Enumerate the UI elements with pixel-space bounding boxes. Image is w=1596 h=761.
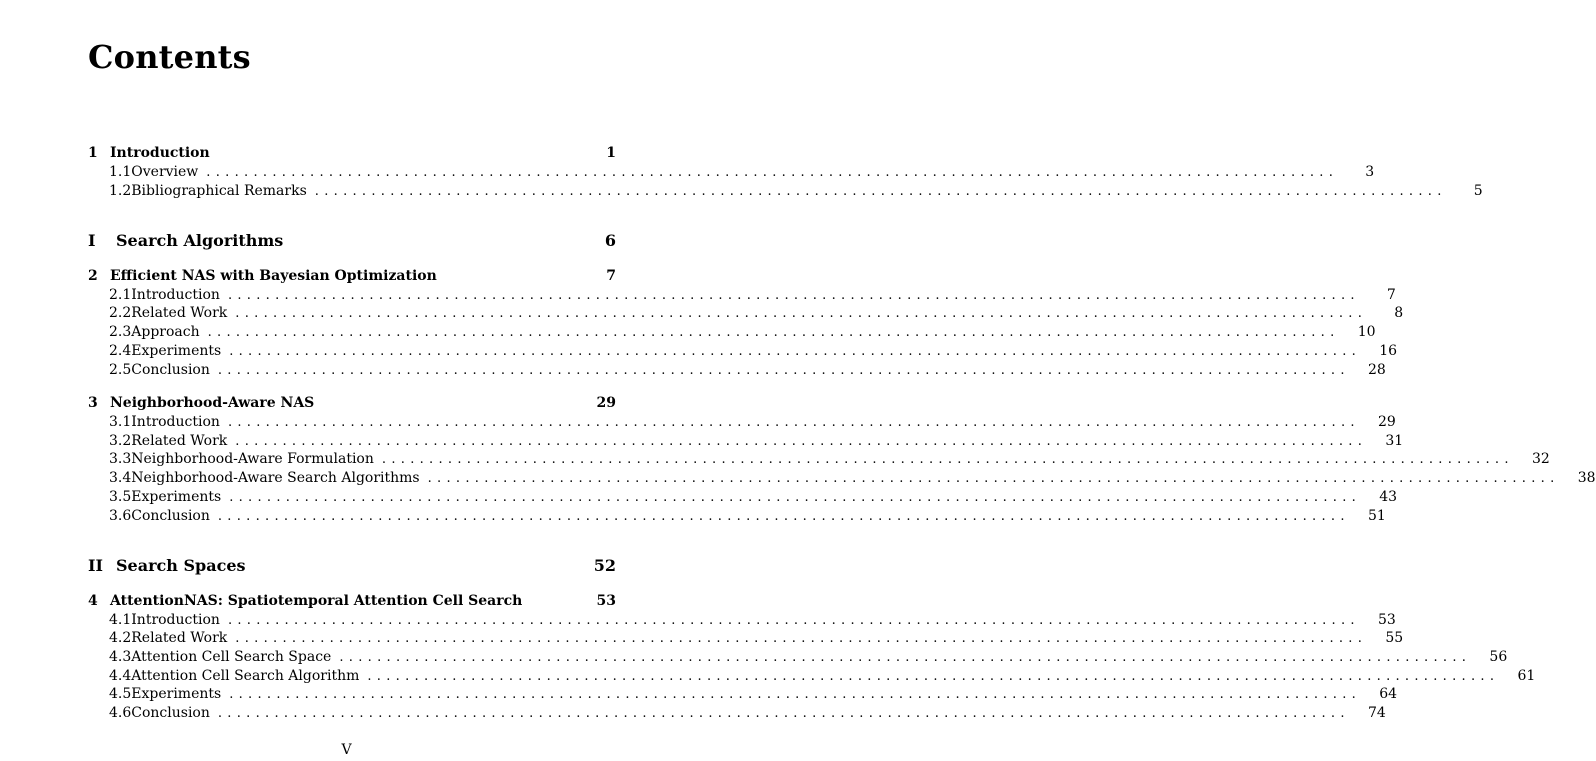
section-number: 4.1 <box>109 612 132 628</box>
page-title: Contents <box>88 38 251 76</box>
dot-leader: ........................................................................................................................ <box>427 471 1560 486</box>
section-title: Experiments <box>131 686 222 702</box>
section-page-number: 64 <box>1379 686 1398 702</box>
part-title: Search Spaces <box>116 556 246 575</box>
section-page-number: 16 <box>1379 343 1398 359</box>
section-page-number: 51 <box>1367 508 1386 524</box>
section-page-number: 55 <box>1385 630 1404 646</box>
section-title: Related Work <box>131 433 228 449</box>
section-page-number: 61 <box>1517 668 1536 684</box>
dot-leader: ........................................................................................................................ <box>229 344 1362 359</box>
section-title: Related Work <box>131 305 228 321</box>
chapter-title: Efficient NAS with Bayesian Optimization <box>110 268 437 284</box>
section-page-number: 28 <box>1367 362 1386 378</box>
chapter-title: Introduction <box>110 145 210 161</box>
section-number: 4.2 <box>109 630 132 646</box>
dot-leader: ........................................................................................................................ <box>235 434 1368 449</box>
chapter-entry[interactable] <box>88 592 616 610</box>
section-title: Overview <box>131 164 199 180</box>
section-entry[interactable] <box>88 323 1376 342</box>
dot-leader: ........................................................................................................................ <box>229 490 1362 505</box>
section-number: 4.5 <box>109 686 132 702</box>
section-page-number: 8 <box>1394 305 1404 321</box>
section-page-number: 31 <box>1385 433 1404 449</box>
section-title: Experiments <box>131 489 222 505</box>
section-entry[interactable] <box>88 450 1550 469</box>
section-number: 3.6 <box>109 508 132 524</box>
section-number: 4.4 <box>109 668 132 684</box>
section-entry[interactable] <box>88 286 1396 305</box>
chapter-number: 3 <box>88 395 98 411</box>
section-title: Attention Cell Search Space <box>131 649 332 665</box>
section-entry[interactable] <box>88 432 1404 451</box>
section-page-number: 56 <box>1489 649 1508 665</box>
section-page-number: 29 <box>1378 414 1396 430</box>
section-entry[interactable] <box>88 685 1398 704</box>
section-number: 1.1 <box>109 164 132 180</box>
part-number: I <box>88 231 96 250</box>
section-entry[interactable] <box>88 182 1483 201</box>
dot-leader: ........................................................................................................................ <box>229 687 1362 702</box>
section-entry[interactable] <box>88 507 1386 526</box>
section-number: 2.2 <box>109 305 132 321</box>
section-entry[interactable] <box>88 342 1398 361</box>
section-title: Related Work <box>131 630 228 646</box>
section-number: 3.5 <box>109 489 132 505</box>
section-number: 3.4 <box>109 470 132 486</box>
dot-leader: ........................................................................................................................ <box>227 288 1360 303</box>
dot-leader: ........................................................................................................................ <box>314 184 1447 199</box>
section-number: 2.4 <box>109 343 132 359</box>
section-title: Approach <box>131 324 200 340</box>
chapter-page-number: 29 <box>596 395 616 411</box>
dot-leader: ........................................................................................................................ <box>227 613 1360 628</box>
section-page-number: 53 <box>1378 612 1396 628</box>
part-entry[interactable] <box>88 232 616 250</box>
dot-leader: ........................................................................................................................ <box>235 631 1368 646</box>
section-title: Conclusion <box>131 362 210 378</box>
section-number: 3.1 <box>109 414 132 430</box>
section-number: 3.2 <box>109 433 132 449</box>
section-entry[interactable] <box>88 361 1386 380</box>
section-page-number: 5 <box>1473 183 1483 199</box>
section-page-number: 38 <box>1577 470 1596 486</box>
section-title: Attention Cell Search Algorithm <box>131 668 360 684</box>
section-title: Neighborhood-Aware Search Algorithms <box>131 470 420 486</box>
dot-leader: ........................................................................................................................ <box>381 452 1514 467</box>
part-page-number: 52 <box>593 556 616 575</box>
section-title: Introduction <box>131 612 220 628</box>
chapter-entry[interactable] <box>88 394 616 412</box>
section-page-number: 10 <box>1357 324 1376 340</box>
section-entry[interactable] <box>88 667 1536 686</box>
dot-leader: ........................................................................................................................ <box>206 165 1339 180</box>
section-title: Conclusion <box>131 705 210 721</box>
section-title: Conclusion <box>131 508 210 524</box>
dot-leader: ........................................................................................................................ <box>367 669 1500 684</box>
dot-leader: ........................................................................................................................ <box>235 306 1368 321</box>
part-title: Search Algorithms <box>116 231 284 250</box>
dot-leader: ........................................................................................................................ <box>207 325 1340 340</box>
section-number: 4.3 <box>109 649 132 665</box>
section-entry[interactable] <box>88 469 1596 488</box>
chapter-entry[interactable] <box>88 267 616 285</box>
section-page-number: 7 <box>1386 287 1396 303</box>
chapter-page-number: 53 <box>596 593 616 609</box>
section-number: 2.5 <box>109 362 132 378</box>
dot-leader: ........................................................................................................................ <box>217 509 1350 524</box>
section-entry[interactable] <box>88 413 1396 432</box>
section-entry[interactable] <box>88 304 1404 323</box>
part-number: II <box>88 556 103 575</box>
chapter-number: 1 <box>88 145 98 161</box>
chapter-number: 2 <box>88 268 98 284</box>
section-page-number: 32 <box>1531 451 1550 467</box>
section-number: 4.6 <box>109 705 132 721</box>
section-entry[interactable] <box>88 611 1396 630</box>
chapter-number: 4 <box>88 593 98 609</box>
section-title: Bibliographical Remarks <box>131 183 307 199</box>
chapter-entry[interactable] <box>88 144 616 162</box>
dot-leader: ........................................................................................................................ <box>339 650 1472 665</box>
section-number: 2.1 <box>109 287 132 303</box>
section-entry[interactable] <box>88 704 1386 723</box>
chapter-title: Neighborhood-Aware NAS <box>110 395 315 411</box>
section-title: Introduction <box>131 414 220 430</box>
section-title: Experiments <box>131 343 222 359</box>
section-entry[interactable] <box>88 163 1375 182</box>
section-title: Introduction <box>131 287 220 303</box>
section-entry[interactable] <box>88 648 1508 667</box>
chapter-page-number: 7 <box>606 268 616 284</box>
dot-leader: ........................................................................................................................ <box>217 363 1350 378</box>
section-page-number: 43 <box>1379 489 1398 505</box>
section-number: 3.3 <box>109 451 132 467</box>
section-entry[interactable] <box>88 488 1398 507</box>
section-title: Neighborhood-Aware Formulation <box>131 451 374 467</box>
section-entry[interactable] <box>88 629 1404 648</box>
section-page-number: 74 <box>1367 705 1386 721</box>
dot-leader: ........................................................................................................................ <box>217 706 1350 721</box>
section-page-number: 3 <box>1365 164 1375 180</box>
part-entry[interactable] <box>88 557 616 575</box>
chapter-title: AttentionNAS: Spatiotemporal Attention Cell Search <box>110 593 523 609</box>
chapter-page-number: 1 <box>606 145 616 161</box>
section-number: 1.2 <box>109 183 132 199</box>
dot-leader: ........................................................................................................................ <box>227 415 1360 430</box>
page-number: V <box>341 742 352 758</box>
section-number: 2.3 <box>109 324 132 340</box>
part-page-number: 6 <box>604 231 616 250</box>
